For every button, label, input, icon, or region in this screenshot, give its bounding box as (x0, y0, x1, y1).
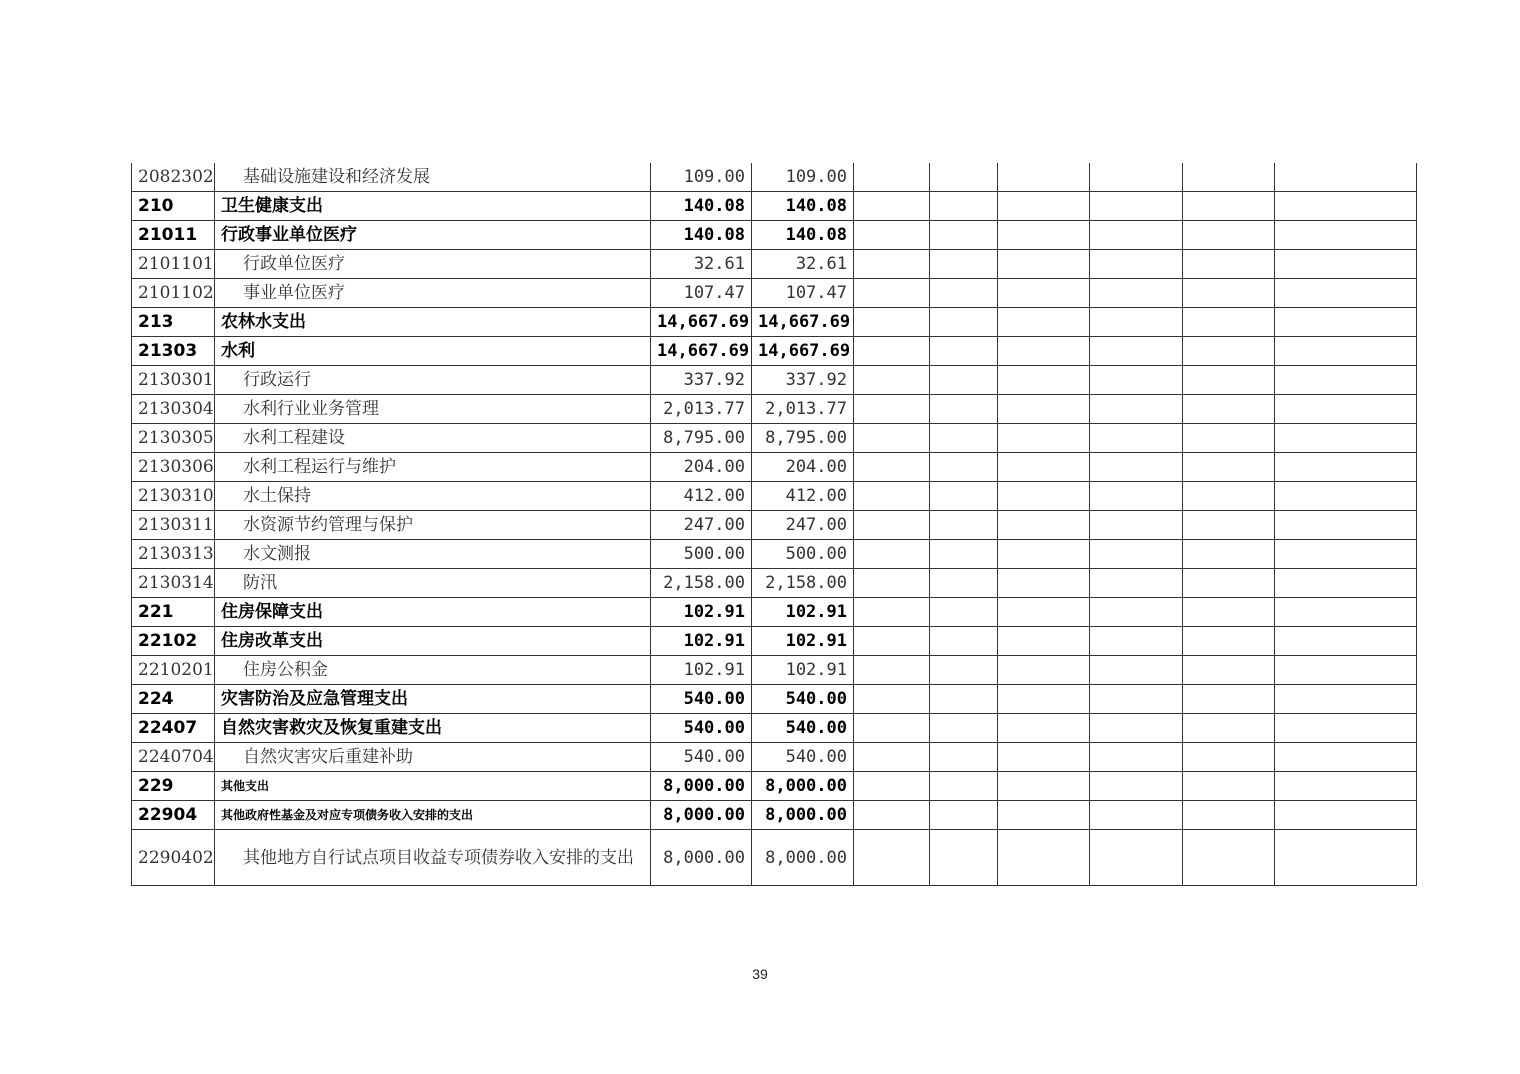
row-code: 2240704 (132, 743, 215, 772)
row-value-2: 107.47 (752, 279, 854, 308)
empty-cell (930, 453, 998, 482)
empty-cell (998, 424, 1090, 453)
row-code: 2130305 (132, 424, 215, 453)
table-row (132, 482, 1417, 511)
table-row (132, 830, 1417, 886)
empty-cell (998, 250, 1090, 279)
row-value-1: 102.91 (651, 627, 752, 656)
row-value-1: 140.08 (651, 221, 752, 250)
row-value-2: 8,795.00 (752, 424, 854, 453)
empty-cell (854, 221, 930, 250)
empty-cell (930, 279, 998, 308)
empty-cell (1275, 279, 1417, 308)
empty-cell (854, 627, 930, 656)
empty-cell (854, 801, 930, 830)
row-value-1: 540.00 (651, 714, 752, 743)
row-name: 行政运行 (215, 366, 651, 395)
row-code: 2130310 (132, 482, 215, 511)
row-value-2: 14,667.69 (752, 308, 854, 337)
row-code: 221 (132, 598, 215, 627)
empty-cell (998, 714, 1090, 743)
empty-cell (1183, 627, 1275, 656)
empty-cell (1183, 482, 1275, 511)
empty-cell (930, 250, 998, 279)
empty-cell (1183, 192, 1275, 221)
empty-cell (1090, 772, 1183, 801)
empty-cell (1183, 250, 1275, 279)
empty-cell (930, 830, 998, 886)
empty-cell (1183, 830, 1275, 886)
empty-cell (854, 424, 930, 453)
row-code: 210 (132, 192, 215, 221)
empty-cell (854, 453, 930, 482)
row-value-2: 109.00 (752, 163, 854, 192)
table-row (132, 424, 1417, 453)
empty-cell (998, 656, 1090, 685)
empty-cell (1275, 743, 1417, 772)
row-value-2: 102.91 (752, 598, 854, 627)
empty-cell (1275, 830, 1417, 886)
row-value-2: 337.92 (752, 366, 854, 395)
table-row (132, 540, 1417, 569)
row-code: 2130306 (132, 453, 215, 482)
empty-cell (1275, 482, 1417, 511)
empty-cell (854, 743, 930, 772)
row-value-2: 32.61 (752, 250, 854, 279)
row-name: 水利行业业务管理 (215, 395, 651, 424)
table-row (132, 598, 1417, 627)
empty-cell (1183, 540, 1275, 569)
row-value-1: 32.61 (651, 250, 752, 279)
row-name: 水土保持 (215, 482, 651, 511)
row-value-2: 540.00 (752, 714, 854, 743)
empty-cell (1183, 511, 1275, 540)
empty-cell (854, 279, 930, 308)
table-row (132, 627, 1417, 656)
empty-cell (930, 540, 998, 569)
row-value-1: 107.47 (651, 279, 752, 308)
row-code: 2130314 (132, 569, 215, 598)
empty-cell (1090, 337, 1183, 366)
empty-cell (930, 714, 998, 743)
empty-cell (1275, 337, 1417, 366)
empty-cell (1090, 308, 1183, 337)
row-value-1: 2,158.00 (651, 569, 752, 598)
empty-cell (1275, 598, 1417, 627)
empty-cell (854, 714, 930, 743)
row-name: 基础设施建设和经济发展 (215, 163, 651, 192)
empty-cell (1090, 656, 1183, 685)
empty-cell (1275, 511, 1417, 540)
empty-cell (1090, 395, 1183, 424)
row-name: 水利工程建设 (215, 424, 651, 453)
empty-cell (930, 337, 998, 366)
row-code: 2130304 (132, 395, 215, 424)
empty-cell (998, 453, 1090, 482)
empty-cell (930, 627, 998, 656)
row-value-2: 8,000.00 (752, 830, 854, 886)
empty-cell (854, 250, 930, 279)
empty-cell (930, 424, 998, 453)
empty-cell (854, 830, 930, 886)
empty-cell (930, 656, 998, 685)
row-value-1: 14,667.69 (651, 337, 752, 366)
empty-cell (854, 569, 930, 598)
row-value-1: 500.00 (651, 540, 752, 569)
empty-cell (930, 685, 998, 714)
row-name: 行政单位医疗 (215, 250, 651, 279)
empty-cell (1090, 250, 1183, 279)
empty-cell (998, 511, 1090, 540)
empty-cell (854, 192, 930, 221)
row-name: 住房公积金 (215, 656, 651, 685)
empty-cell (998, 569, 1090, 598)
table-row (132, 192, 1417, 221)
table-row (132, 714, 1417, 743)
empty-cell (1275, 366, 1417, 395)
row-value-2: 2,013.77 (752, 395, 854, 424)
row-value-2: 247.00 (752, 511, 854, 540)
table-row (132, 250, 1417, 279)
row-code: 229 (132, 772, 215, 801)
table-row (132, 279, 1417, 308)
row-code: 213 (132, 308, 215, 337)
table-row (132, 685, 1417, 714)
row-value-2: 8,000.00 (752, 801, 854, 830)
empty-cell (1183, 656, 1275, 685)
table-row (132, 511, 1417, 540)
empty-cell (1183, 424, 1275, 453)
empty-cell (1183, 337, 1275, 366)
empty-cell (854, 337, 930, 366)
empty-cell (1275, 163, 1417, 192)
empty-cell (998, 598, 1090, 627)
row-name: 其他政府性基金及对应专项债务收入安排的支出 (215, 801, 651, 830)
table-row (132, 453, 1417, 482)
row-code: 2130313 (132, 540, 215, 569)
empty-cell (930, 308, 998, 337)
empty-cell (930, 163, 998, 192)
row-value-1: 247.00 (651, 511, 752, 540)
empty-cell (854, 772, 930, 801)
empty-cell (1183, 308, 1275, 337)
row-code: 21011 (132, 221, 215, 250)
empty-cell (998, 221, 1090, 250)
row-name: 其他支出 (215, 772, 651, 801)
row-value-2: 204.00 (752, 453, 854, 482)
empty-cell (1275, 395, 1417, 424)
table-row (132, 163, 1417, 192)
empty-cell (1090, 482, 1183, 511)
empty-cell (998, 279, 1090, 308)
row-name: 住房保障支出 (215, 598, 651, 627)
empty-cell (1090, 424, 1183, 453)
row-name: 水利工程运行与维护 (215, 453, 651, 482)
row-value-1: 140.08 (651, 192, 752, 221)
empty-cell (1275, 569, 1417, 598)
empty-cell (998, 395, 1090, 424)
empty-cell (1275, 656, 1417, 685)
table-row (132, 801, 1417, 830)
empty-cell (1183, 598, 1275, 627)
row-code: 2130301 (132, 366, 215, 395)
row-code: 2101102 (132, 279, 215, 308)
empty-cell (1183, 772, 1275, 801)
empty-cell (1275, 250, 1417, 279)
row-value-1: 8,795.00 (651, 424, 752, 453)
empty-cell (998, 163, 1090, 192)
empty-cell (1183, 279, 1275, 308)
empty-cell (930, 192, 998, 221)
empty-cell (1275, 540, 1417, 569)
row-value-1: 412.00 (651, 482, 752, 511)
row-value-2: 140.08 (752, 221, 854, 250)
row-name: 行政事业单位医疗 (215, 221, 651, 250)
empty-cell (1090, 221, 1183, 250)
table-row (132, 337, 1417, 366)
row-code: 2210201 (132, 656, 215, 685)
empty-cell (1275, 424, 1417, 453)
empty-cell (1183, 685, 1275, 714)
empty-cell (998, 743, 1090, 772)
empty-cell (1090, 540, 1183, 569)
empty-cell (854, 482, 930, 511)
table-row (132, 395, 1417, 424)
empty-cell (998, 192, 1090, 221)
row-value-2: 2,158.00 (752, 569, 854, 598)
empty-cell (1090, 511, 1183, 540)
row-code: 21303 (132, 337, 215, 366)
row-code: 2101101 (132, 250, 215, 279)
empty-cell (1275, 221, 1417, 250)
row-name: 其他地方自行试点项目收益专项债券收入安排的支出 (215, 830, 651, 886)
table-row (132, 366, 1417, 395)
row-name: 自然灾害灾后重建补助 (215, 743, 651, 772)
row-value-1: 2,013.77 (651, 395, 752, 424)
row-code: 2082302 (132, 163, 215, 192)
empty-cell (1183, 395, 1275, 424)
row-name: 自然灾害救灾及恢复重建支出 (215, 714, 651, 743)
empty-cell (998, 482, 1090, 511)
empty-cell (930, 801, 998, 830)
row-value-1: 102.91 (651, 598, 752, 627)
table-row (132, 221, 1417, 250)
table-row (132, 569, 1417, 598)
empty-cell (854, 366, 930, 395)
row-value-2: 540.00 (752, 743, 854, 772)
empty-cell (930, 598, 998, 627)
empty-cell (930, 366, 998, 395)
empty-cell (1090, 801, 1183, 830)
empty-cell (1275, 453, 1417, 482)
empty-cell (930, 569, 998, 598)
row-value-1: 540.00 (651, 743, 752, 772)
empty-cell (1183, 801, 1275, 830)
empty-cell (930, 221, 998, 250)
empty-cell (998, 366, 1090, 395)
empty-cell (1275, 685, 1417, 714)
row-name: 卫生健康支出 (215, 192, 651, 221)
table-row (132, 772, 1417, 801)
empty-cell (1090, 192, 1183, 221)
empty-cell (998, 685, 1090, 714)
row-value-1: 102.91 (651, 656, 752, 685)
empty-cell (998, 308, 1090, 337)
empty-cell (1183, 163, 1275, 192)
row-value-2: 14,667.69 (752, 337, 854, 366)
empty-cell (930, 743, 998, 772)
row-name: 水文测报 (215, 540, 651, 569)
empty-cell (1183, 714, 1275, 743)
row-name: 灾害防治及应急管理支出 (215, 685, 651, 714)
row-name: 防汛 (215, 569, 651, 598)
empty-cell (854, 163, 930, 192)
empty-cell (1090, 569, 1183, 598)
row-value-2: 102.91 (752, 656, 854, 685)
empty-cell (998, 772, 1090, 801)
row-value-2: 8,000.00 (752, 772, 854, 801)
row-value-2: 412.00 (752, 482, 854, 511)
empty-cell (1275, 772, 1417, 801)
row-value-2: 140.08 (752, 192, 854, 221)
row-name: 住房改革支出 (215, 627, 651, 656)
empty-cell (930, 482, 998, 511)
empty-cell (998, 627, 1090, 656)
row-code: 22407 (132, 714, 215, 743)
row-value-2: 500.00 (752, 540, 854, 569)
empty-cell (1090, 453, 1183, 482)
row-value-1: 337.92 (651, 366, 752, 395)
empty-cell (854, 598, 930, 627)
row-value-1: 8,000.00 (651, 830, 752, 886)
table-row (132, 743, 1417, 772)
empty-cell (1275, 627, 1417, 656)
empty-cell (1183, 366, 1275, 395)
empty-cell (1090, 714, 1183, 743)
empty-cell (854, 511, 930, 540)
row-code: 2130311 (132, 511, 215, 540)
row-code: 22904 (132, 801, 215, 830)
table-row (132, 656, 1417, 685)
empty-cell (998, 830, 1090, 886)
empty-cell (1183, 569, 1275, 598)
empty-cell (998, 337, 1090, 366)
empty-cell (1090, 743, 1183, 772)
row-value-1: 204.00 (651, 453, 752, 482)
empty-cell (854, 395, 930, 424)
empty-cell (998, 540, 1090, 569)
row-code: 2290402 (132, 830, 215, 886)
empty-cell (1090, 163, 1183, 192)
row-value-1: 8,000.00 (651, 801, 752, 830)
empty-cell (1275, 192, 1417, 221)
row-value-1: 540.00 (651, 685, 752, 714)
empty-cell (1183, 743, 1275, 772)
row-name: 农林水支出 (215, 308, 651, 337)
budget-table (131, 163, 1417, 886)
page-number: 39 (752, 966, 768, 982)
empty-cell (1090, 685, 1183, 714)
empty-cell (1275, 801, 1417, 830)
empty-cell (1090, 627, 1183, 656)
empty-cell (1183, 221, 1275, 250)
row-value-2: 102.91 (752, 627, 854, 656)
row-name: 水利 (215, 337, 651, 366)
empty-cell (854, 656, 930, 685)
empty-cell (854, 308, 930, 337)
empty-cell (1090, 598, 1183, 627)
empty-cell (1090, 366, 1183, 395)
empty-cell (998, 801, 1090, 830)
table-row (132, 308, 1417, 337)
row-value-1: 8,000.00 (651, 772, 752, 801)
empty-cell (1275, 308, 1417, 337)
row-code: 22102 (132, 627, 215, 656)
empty-cell (1090, 279, 1183, 308)
row-value-1: 109.00 (651, 163, 752, 192)
row-name: 水资源节约管理与保护 (215, 511, 651, 540)
empty-cell (930, 511, 998, 540)
empty-cell (1183, 453, 1275, 482)
empty-cell (930, 395, 998, 424)
row-name: 事业单位医疗 (215, 279, 651, 308)
empty-cell (1090, 830, 1183, 886)
empty-cell (854, 540, 930, 569)
empty-cell (854, 685, 930, 714)
empty-cell (1275, 714, 1417, 743)
row-code: 224 (132, 685, 215, 714)
empty-cell (930, 772, 998, 801)
row-value-2: 540.00 (752, 685, 854, 714)
row-value-1: 14,667.69 (651, 308, 752, 337)
